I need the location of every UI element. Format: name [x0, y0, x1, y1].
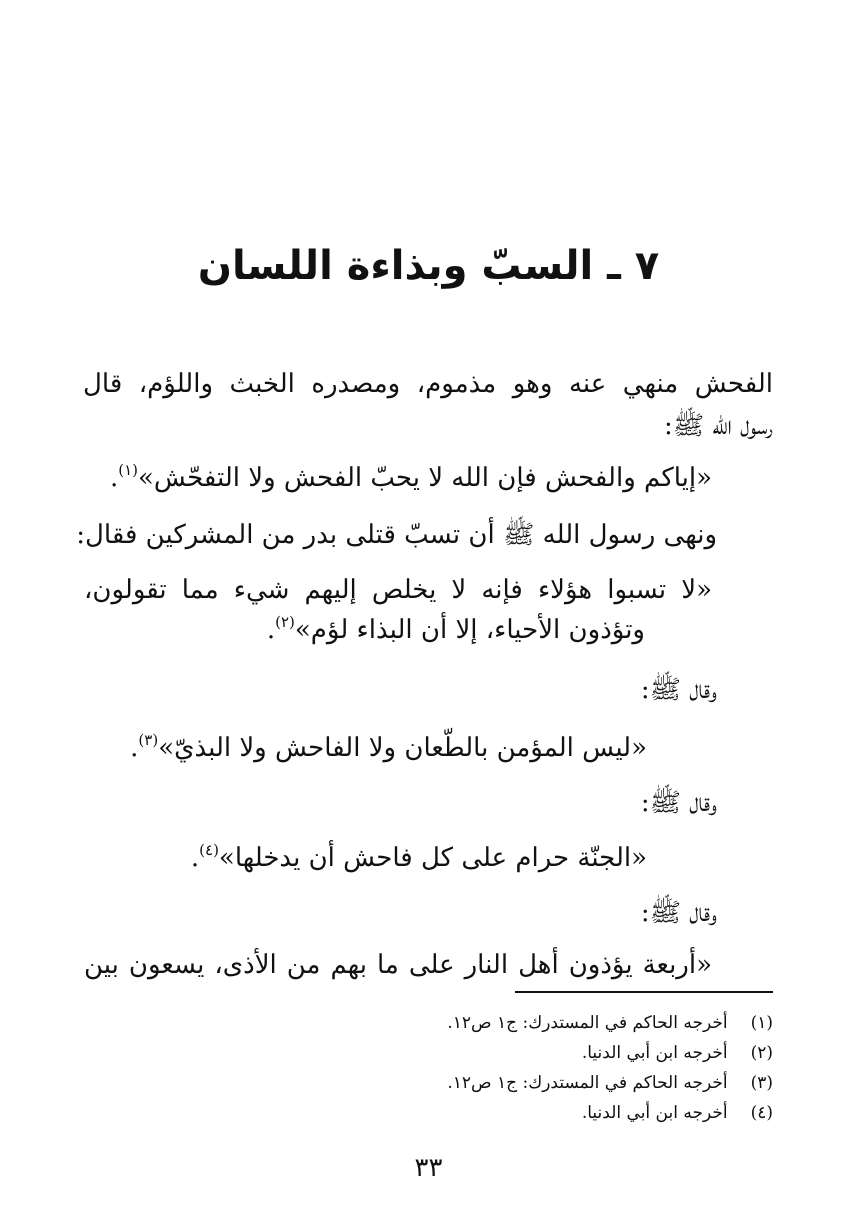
quote-text: وتؤذون الأحياء، إلا أن البذاء لؤم»	[294, 615, 645, 645]
footnote-ref: (٤)	[199, 841, 219, 859]
footnote-text: أخرجه الحاكم في المستدرك: ج١ ص١٢.	[447, 1013, 728, 1033]
footnote	[582, 1100, 773, 1126]
footnote	[447, 1010, 773, 1036]
quote-end: .	[109, 463, 119, 493]
paragraph-line: رسول الله ﷺ:	[663, 411, 773, 441]
footnote-text: أخرجه ابن أبي الدنيا.	[581, 1103, 728, 1123]
quote-text: «ليس المؤمن بالطّعان ولا الفاحش ولا البذيّ»	[158, 733, 647, 763]
footnote-text: أخرجه ابن أبي الدنيا.	[581, 1043, 728, 1063]
paragraph-line: الفحش منهي عنه وهو مذموم، ومصدره الخبث واللؤم، قال	[83, 369, 773, 399]
footnote-text: أخرجه الحاكم في المستدرك: ج١ ص١٢.	[447, 1073, 728, 1093]
page-number: ٣٣	[414, 1153, 443, 1183]
paragraph-line: وقال ﷺ:	[640, 788, 717, 818]
footnote	[582, 1040, 773, 1066]
quote-text: «إياكم والفحش فإن الله لا يحبّ الفحش ولا التفحّش»	[138, 463, 712, 493]
footnote-number: (٢)	[750, 1043, 773, 1063]
hadith-quote-line	[267, 610, 645, 650]
chapter-title: ٧ ـ السبّ وبذاءة اللسان	[197, 243, 660, 289]
hadith-quote	[110, 458, 712, 498]
hadith-quote	[191, 838, 647, 878]
hadith-quote-line: «لا تسبوا هؤلاء فإنه لا يخلص إليهم شيء مما تقولون،	[84, 575, 712, 605]
quote-end: .	[130, 733, 139, 763]
hadith-quote-line: «أربعة يؤذون أهل النار على ما بهم من الأذى، يسعون بين	[84, 950, 712, 980]
footnote-ref: (١)	[118, 461, 139, 479]
footnote-number: (٤)	[750, 1103, 773, 1123]
paragraph-line: ونهى رسول الله ﷺ أن تسبّ قتلى بدر من المشركين فقال:	[76, 520, 717, 550]
paragraph-line: وقال ﷺ:	[640, 898, 717, 928]
paragraph-line: وقال ﷺ:	[640, 675, 717, 705]
quote-end: .	[266, 615, 276, 645]
footnote-ref: (٣)	[138, 731, 159, 749]
footnote	[447, 1070, 773, 1096]
footnote-ref: (٢)	[275, 613, 295, 631]
footnote-number: (١)	[750, 1013, 773, 1033]
hadith-quote	[130, 728, 647, 768]
footnote-number: (٣)	[750, 1073, 773, 1093]
quote-text: «الجنّة حرام على كل فاحش أن يدخلها»	[218, 843, 647, 873]
footnote-divider	[515, 991, 773, 993]
quote-end: .	[190, 843, 200, 873]
